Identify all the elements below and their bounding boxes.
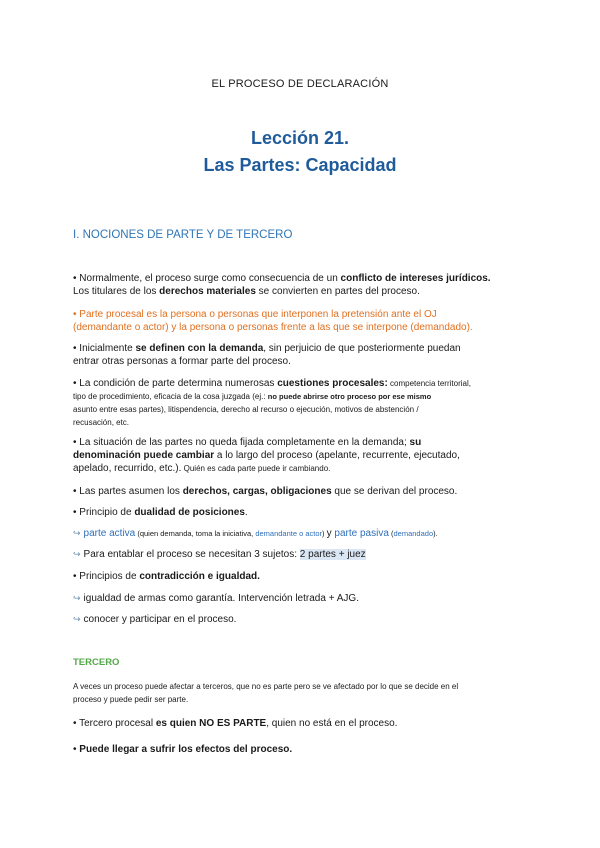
paragraph-8: ↪ parte activa (quien demanda, toma la iniciativa, demandante o actor) y parte pasiva (demandado). — [73, 528, 438, 539]
bullet: • — [73, 718, 77, 729]
arrow-icon: ↪ — [73, 549, 81, 559]
paragraph-10: • Principios de contradicción e igualdad. — [73, 571, 260, 582]
paragraph-12: ↪ conocer y participar en el proceso. — [73, 614, 237, 625]
paragraph-6: • Las partes asumen los derechos, cargas, obligaciones que se derivan del proceso. — [73, 486, 458, 497]
arrow-icon: ↪ — [73, 528, 81, 538]
paragraph-1: • Normalmente, el proceso surge como consecuencia de un conflicto de intereses jurídicos. Los titulares de los derechos materiales se convierten en partes del proceso. — [73, 273, 491, 297]
bullet: • — [73, 343, 77, 354]
document-header: EL PROCESO DE DECLARACIÓN — [211, 78, 389, 90]
paragraph-15: • Puede llegar a sufrir los efectos del proceso. — [73, 744, 293, 755]
bullet: • — [73, 571, 77, 582]
lesson-title: Las Partes: Capacidad — [203, 155, 397, 175]
bullet: • — [73, 309, 77, 320]
bullet: • — [73, 273, 77, 284]
paragraph-4: • La condición de parte determina numerosas cuestiones procesales: competencia territorial, tipo de procedimiento, eficacia de la cosa juzgada (ej.: no puede abrirse otro proceso por ese mismo asunto entre esas partes), litispendencia, derecho al recurso o ejecución, motivos de abstención / recusación, etc. — [73, 378, 471, 427]
bullet: • — [73, 507, 77, 518]
paragraph-13: A veces un proceso puede afectar a terceros, que no es parte pero se ve afectado por lo que se decide en el proceso y puede pedir ser parte. — [73, 682, 459, 704]
paragraph-14: • Tercero procesal es quien NO ES PARTE, quien no está en el proceso. — [73, 718, 398, 729]
bullet: • — [73, 486, 77, 497]
paragraph-11: ↪ igualdad de armas como garantía. Intervención letrada + AJG. — [73, 593, 359, 604]
bullet: • — [73, 437, 77, 448]
paragraph-7: • Principio de dualidad de posiciones. — [73, 507, 248, 518]
lesson-number: Lección 21. — [250, 128, 350, 148]
paragraph-9: ↪ Para entablar el proceso se necesitan 3 sujetos: 2 partes + juez — [73, 549, 366, 560]
paragraph-3: • Inicialmente se definen con la demanda, sin perjuicio de que posteriormente puedan entrar otras personas a formar parte del proceso. — [73, 343, 461, 367]
subsection-heading: TERCERO — [73, 657, 120, 668]
bullet: • — [73, 378, 77, 389]
paragraph-5: • La situación de las partes no queda fijada completamente en la demanda; su denominación puede cambiar a lo largo del proceso (apelante, recurrente, ejecutado, apelado, recurrido, etc.). Quién es cada parte puede ir cambiando. — [73, 437, 460, 474]
arrow-icon: ↪ — [73, 614, 81, 624]
paragraph-2: • Parte procesal es la persona o personas que interponen la pretensión ante el OJ (demandante o actor) y la persona o personas frente a las que se interpone (demandado). — [73, 309, 473, 333]
bullet: • — [73, 744, 77, 755]
arrow-icon: ↪ — [73, 593, 81, 603]
section-heading: I. NOCIONES DE PARTE Y DE TERCERO — [73, 229, 293, 241]
